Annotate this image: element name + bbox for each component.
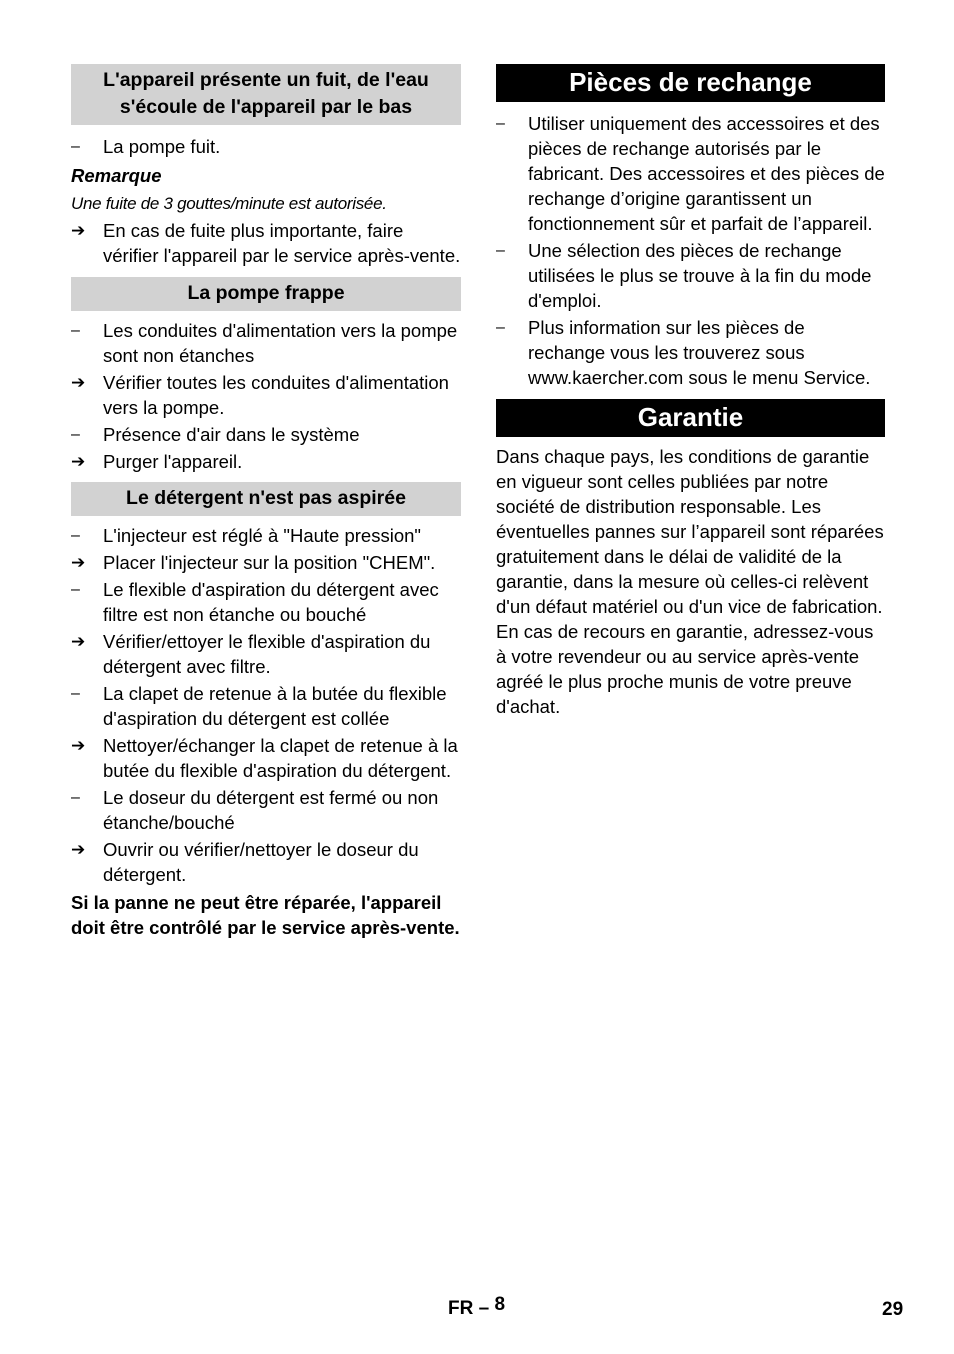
list-item: – Une sélection des pièces de rechange utilisées le plus se trouve à la fin du mode d'emploi. bbox=[496, 240, 872, 311]
list-item: – Utiliser uniquement des accessoires et des pièces de rechange autorisés par le fabricant. Des accessoires et des pièces de rechange d’origine garantissent un fonctionnement sûr et parfait de l’appareil. bbox=[496, 113, 885, 234]
section-heading-detergent: Le détergent n'est pas aspirée bbox=[71, 482, 461, 516]
list-item: – La clapet de retenue à la butée du flexible d'aspiration du détergent est collée bbox=[71, 683, 447, 729]
page-number: 29 bbox=[882, 1299, 904, 1320]
list-item: – Présence d'air dans le système bbox=[71, 424, 360, 445]
dash-marker: – bbox=[496, 242, 505, 259]
section-heading-leak: L'appareil présente un fuit, de l'eau s'écoule de l'appareil par le bas bbox=[71, 64, 461, 125]
list-item: – La pompe fuit. bbox=[71, 136, 221, 157]
list-item: ➔ Purger l'appareil. bbox=[71, 451, 243, 472]
left-column bbox=[71, 64, 461, 940]
dash-marker: – bbox=[71, 426, 80, 443]
list-item: ➔ Ouvrir ou vérifier/nettoyer le doseur du détergent. bbox=[71, 839, 419, 885]
list-item: ➔ Nettoyer/échanger la clapet de retenue à la butée du flexible d'aspiration du détergent. bbox=[71, 735, 458, 781]
arrow-right-icon: ➔ bbox=[71, 840, 86, 859]
list-item: – Le doseur du détergent est fermé ou non étanche/bouché bbox=[71, 787, 439, 833]
list-item: – Le flexible d'aspiration du détergent avec filtre est non étanche ou bouché bbox=[71, 579, 439, 625]
arrow-right-icon: ➔ bbox=[71, 632, 86, 651]
right-column bbox=[496, 64, 885, 719]
arrow-right-icon: ➔ bbox=[71, 553, 86, 572]
arrow-right-icon: ➔ bbox=[71, 221, 86, 240]
list-item: – Plus information sur les pièces de rechange vous les trouverez sous www.kaercher.com sous le menu Service. bbox=[496, 317, 871, 388]
closing-note: Si la panne ne peut être réparée, l'appareil doit être contrôlé par le service après-vente. bbox=[71, 892, 460, 938]
footer-section-label: FR – 8 bbox=[448, 1294, 506, 1319]
dash-marker: – bbox=[71, 138, 80, 155]
arrow-right-icon: ➔ bbox=[71, 736, 86, 755]
section-heading-pump: La pompe frappe bbox=[71, 277, 461, 311]
list-item: ➔ Placer l'injecteur sur la position "CHEM". bbox=[71, 552, 436, 573]
list-item: ➔ En cas de fuite plus importante, faire vérifier l'appareil par le service après-vente. bbox=[71, 220, 461, 266]
dash-marker: – bbox=[71, 581, 80, 598]
section-heading-warranty: Garantie bbox=[496, 399, 885, 437]
dash-marker: – bbox=[496, 319, 505, 336]
note-text: Une fuite de 3 gouttes/minute est autorisée. bbox=[71, 194, 387, 213]
arrow-right-icon: ➔ bbox=[71, 373, 86, 392]
dash-marker: – bbox=[71, 685, 80, 702]
warranty-text: Dans chaque pays, les conditions de garantie en vigueur sont celles publiées par notre société de distribution responsable. Les éventuelles pannes sur l’appareil sont réparées gratuitement dans le délai de validité de la garantie, dans la mesure où celles-ci relèvent d'un défaut matériel ou d'un vice de fabrication. En cas de recours en garantie, adressez-vous à votre revendeur ou au service après-vente agréé le plus proche munis de votre preuve d'achat. bbox=[496, 446, 884, 717]
dash-marker: – bbox=[496, 115, 505, 132]
dash-marker: – bbox=[71, 322, 80, 339]
list-item: ➔ Vérifier toutes les conduites d'alimentation vers la pompe. bbox=[71, 372, 449, 418]
list-item: – Les conduites d'alimentation vers la pompe sont non étanches bbox=[71, 320, 458, 366]
dash-marker: – bbox=[71, 527, 80, 544]
list-item: ➔ Vérifier/ettoyer le flexible d'aspiration du détergent avec filtre. bbox=[71, 631, 431, 677]
arrow-right-icon: ➔ bbox=[71, 452, 86, 471]
dash-marker: – bbox=[71, 789, 80, 806]
note-title: Remarque bbox=[71, 165, 162, 186]
section-heading-spare-parts: Pièces de rechange bbox=[496, 64, 885, 102]
list-item: – L'injecteur est réglé à "Haute pression" bbox=[71, 525, 421, 546]
